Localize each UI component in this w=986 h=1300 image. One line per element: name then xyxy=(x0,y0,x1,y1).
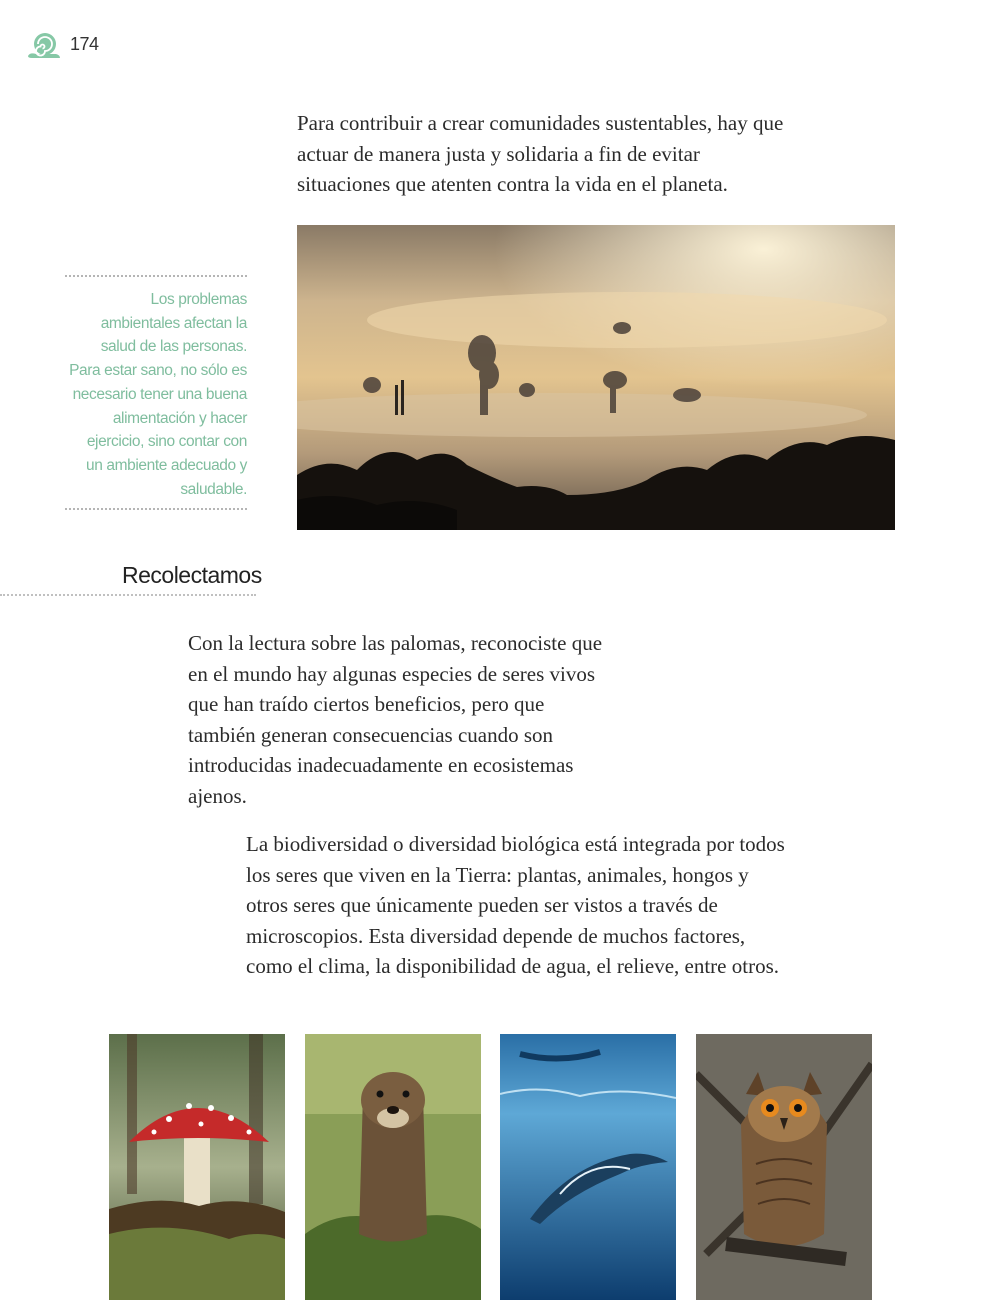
section-divider xyxy=(0,594,256,596)
otter-photo xyxy=(305,1034,481,1300)
dolphin-photo xyxy=(500,1034,676,1300)
snail-icon xyxy=(26,30,62,60)
page-number: 174 xyxy=(70,34,99,54)
intro-paragraph: Para contribuir a crear comunidades sustentables, hay que actuar de manera justa y solidaria a fin de evitar situaciones que atenten contra la vida en el planeta. xyxy=(297,111,784,197)
paragraph-biodiversidad: La biodiversidad o diversidad biológica está integrada por todos los seres que viven en la Tierra: plantas, animales, hongos y otros seres que únicamente pueden ser vistos a través de microscopios. Esta diversidad depende de muchos factores, como el clima, la disponibilidad de agua, el relieve, entre otros. xyxy=(246,832,785,979)
owl-photo xyxy=(696,1034,872,1300)
pollution-landscape-photo xyxy=(297,225,895,530)
paragraph-palomas: Con la lectura sobre las palomas, reconociste que en el mundo hay algunas especies de seres vivos que han traído ciertos beneficios, pero que también generan consecuencias cuando son introducidas inadecuadamente en ecosistemas ajenos. xyxy=(188,631,603,808)
mushroom-photo xyxy=(109,1034,285,1300)
section-title: Recolectamos xyxy=(122,562,262,588)
sidebar-note-text: Los problemas ambientales afectan la salud de las personas. Para estar sano, no sólo es necesario tener una buena alimentación y hacer ejercicio, sino contar con un ambiente adecuado y saludable. xyxy=(69,291,247,498)
sidebar-note xyxy=(65,275,247,510)
